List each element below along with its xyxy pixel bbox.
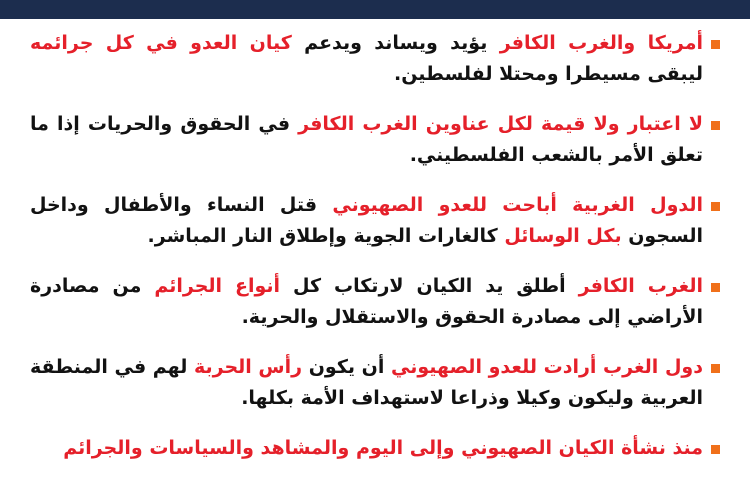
highlighted-text: دول الغرب أرادت للعدو الصهيوني [391, 356, 703, 378]
highlighted-text: الدول الغربية أباحت للعدو الصهيوني [332, 194, 703, 216]
list-item-text [30, 190, 703, 252]
highlighted-text: أنواع الجرائم [154, 275, 281, 297]
list-item [30, 352, 720, 414]
body-text: قتل النساء والأطفال وداخل السجون [30, 194, 703, 247]
highlighted-text: رأس الحربة [193, 356, 303, 378]
body-text: يؤيد ويساند ويدعم [291, 32, 500, 54]
body-text: من مصادرة الأراضي إلى مصادرة الحقوق والاستقلال والحرية. [30, 275, 703, 328]
highlighted-text: الغرب الكافر [298, 113, 418, 135]
square-bullet-icon [711, 283, 720, 292]
list-item [30, 190, 720, 252]
body-text: أطلق يد الكيان لارتكاب كل [280, 275, 579, 297]
highlighted-text: بكل الوسائل [504, 225, 622, 247]
body-text: كالغارات الجوية وإطلاق النار المباشر. [147, 225, 505, 247]
list-item [30, 28, 720, 90]
body-text: ليبقى مسيطرا ومحتلا لفلسطين. [393, 63, 703, 85]
body-text: في الحقوق والحريات إذا ما تعلق الأمر بالشعب الفلسطيني. [30, 113, 703, 166]
bullet-list [30, 28, 720, 483]
square-bullet-icon [711, 364, 720, 373]
list-item-text [30, 109, 703, 171]
highlighted-text: الغرب الكافر [578, 275, 703, 297]
list-item-text [30, 352, 703, 414]
list-item [30, 271, 720, 333]
list-item [30, 433, 720, 464]
highlighted-text: منذ نشأة الكيان الصهيوني وإلى اليوم والمشاهد والسياسات والجرائم [63, 437, 703, 459]
highlighted-text: لا اعتبار ولا قيمة لكل عناوين [417, 113, 703, 135]
square-bullet-icon [711, 121, 720, 130]
body-text: أن يكون [302, 356, 392, 378]
square-bullet-icon [711, 40, 720, 49]
body-text: لهم في المنطقة العربية وليكون وكيلا وذراعا لاستهداف الأمة بكلها. [30, 356, 703, 409]
square-bullet-icon [711, 202, 720, 211]
highlighted-text: أمريكا والغرب الكافر [499, 32, 704, 54]
header-bar [0, 0, 750, 19]
square-bullet-icon [711, 445, 720, 454]
highlighted-text: كيان العدو في كل جرائمه [30, 32, 292, 54]
list-item-text [30, 28, 703, 90]
list-item-text [30, 433, 703, 464]
list-item-text [30, 271, 703, 333]
list-item [30, 109, 720, 171]
